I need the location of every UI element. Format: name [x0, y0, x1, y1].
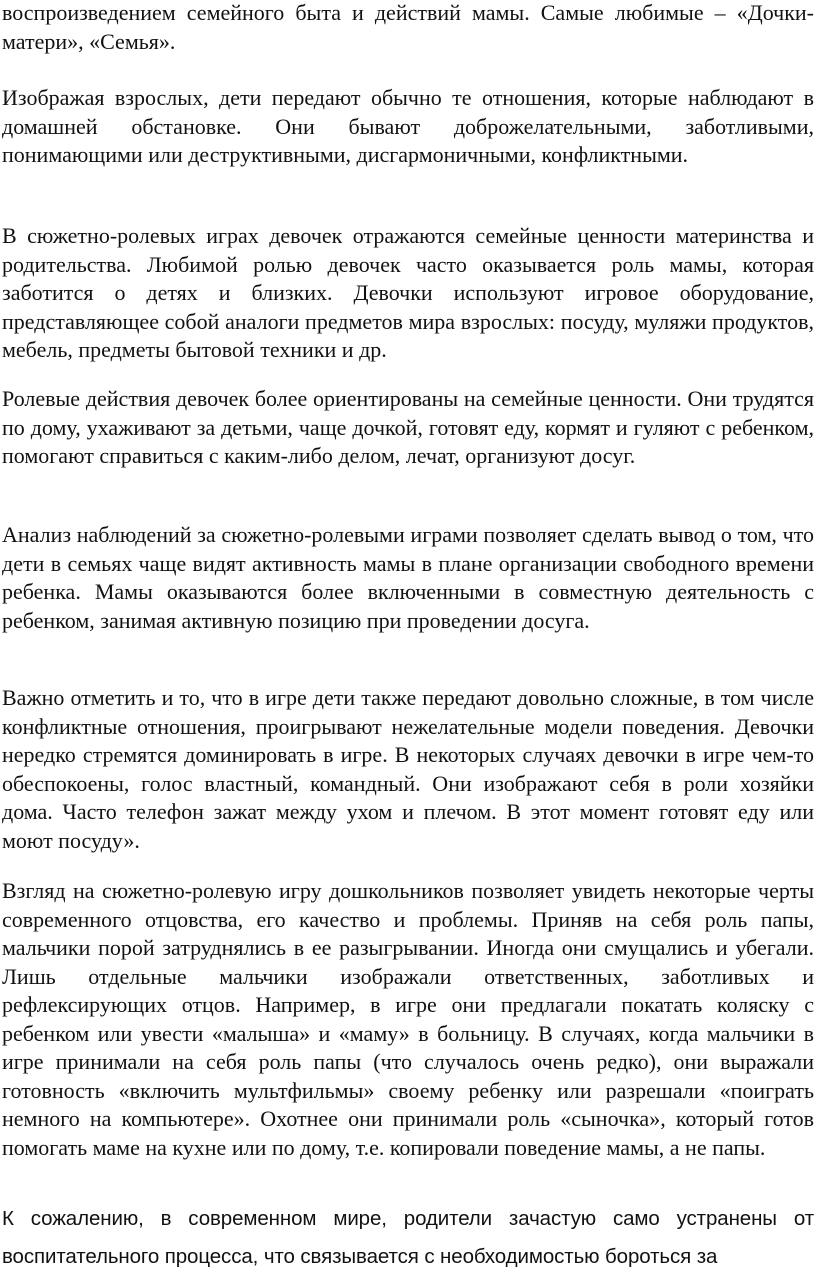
paragraph-7: Взгляд на сюжетно-ролевую игру дошкольников позволяет увидеть некоторые черты современного отцовства, его качество и проблемы. Приняв на себя роль папы, мальчики порой затруднялись в ее разыгрывании. Иногда они смущались и убегали. Лишь отдельные мальчики изображали ответственных, заботливых и рефлексирующих отцов. Например, в игре они предлагали покатать коляску с ребенком или увести «малыша» и «маму» в больницу. В случаях, когда мальчики в игре принимали на себя роль папы (что случалось очень редко), они выражали готовность «включить мультфильмы» своему ребенку или разрешали «поиграть немного на компьютере». Охотнее они принимали роль «сыночка», который готов помогать маме на кухне или по дому, т.е. копировали поведение мамы, а не папы. [2, 878, 814, 1160]
paragraph-5: Анализ наблюдений за сюжетно-ролевыми играми позволяет сделать вывод о том, что дети в семьях чаще видят активность мамы в плане организации свободного времени ребенка. Мамы оказываются более включенными в совместную деятельность с ребенком, занимая активную позицию при проведении досуга. [2, 522, 814, 633]
paragraph-1: воспроизведением семейного быта и действий мамы. Самые любимые – «Дочки-матери», «Семья». [2, 0, 814, 54]
paragraph-4: Ролевые действия девочек более ориентированы на семейные ценности. Они трудятся по дому, ухаживают за детьми, чаще дочкой, готовят еду, кормят и гуляют с ребенком, помогают справиться с каким-либо делом, лечат, организуют досуг. [2, 386, 814, 468]
paragraph-2: Изображая взрослых, дети передают обычно те отношения, которые наблюдают в домашней обстановке. Они бывают доброжелательными, заботливыми, понимающими или деструктивными, дисгармоничными, конфликтными. [2, 85, 814, 167]
paragraph-8: К сожалению, в современном мире, родители зачастую само устранены от воспитательного процесса, что связывается с необходимостью бороться за [2, 1207, 814, 1268]
paragraph-6: Важно отметить и то, что в игре дети также передают довольно сложные, в том числе конфликтные отношения, проигрывают нежелательные модели поведения. Девочки нередко стремятся доминировать в игре. В некоторых случаях девочки в игре чем-то обеспокоены, голос властный, командный. Они изображают себя в роли хозяйки дома. Часто телефон зажат между ухом и плечом. В этот момент готовят еду или моют посуду». [2, 685, 814, 853]
paragraph-3: В сюжетно-ролевых играх девочек отражаются семейные ценности материнства и родительства. Любимой ролью девочек часто оказывается роль мамы, которая заботится о детях и близких. Девочки используют игровое оборудование, представляющее собой аналоги предметов мира взрослых: посуду, муляжи продуктов, мебель, предметы бытовой техники и др. [2, 223, 814, 362]
